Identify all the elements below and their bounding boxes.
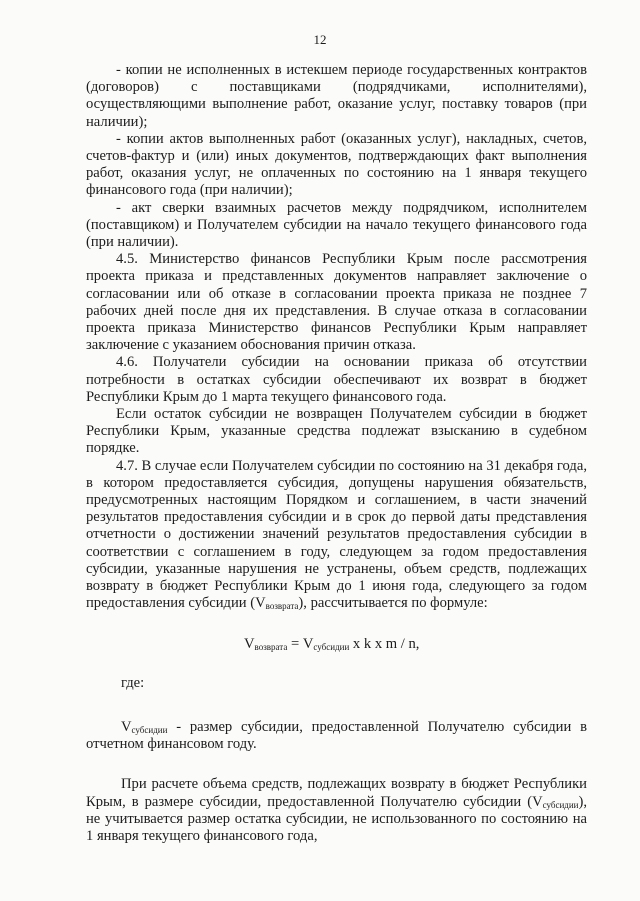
formula	[86, 636, 587, 653]
list-item-acts: - копии актов выполненных работ (оказанных услуг), накладных, счетов, счетов-фактур и (или) иных документов, подтверждающих факт выполнения работ, оказания услуг, не оплаченных по состоянию на 1 января текущего финансового года (при наличии);	[86, 130, 587, 199]
formula-rest: x k x m / n,	[349, 635, 420, 652]
definition-sub: субсидии	[131, 724, 168, 735]
paragraph-calculation-before: При расчете объема средств, подлежащих возврату в бюджет Республики Крым, в размере субсидии, предоставленной Получателю субсидии (V	[86, 776, 587, 810]
document-body	[86, 62, 587, 845]
paragraph-recovery: Если остаток субсидии не возвращен Получателем субсидии в бюджет Республики Крым, указанные средства подлежат взысканию в судебном порядке.	[86, 406, 587, 457]
definition-v: V	[121, 718, 132, 735]
paragraph-calculation-after: ), не учитывается размер остатка субсидии, не использованного по состоянию на 1 января текущего финансового года,	[86, 793, 587, 844]
paragraph-4-7	[86, 458, 587, 613]
paragraph-calculation	[86, 776, 587, 845]
definition-subsidy	[86, 719, 587, 753]
formula-sub-return: возврата	[254, 641, 288, 652]
formula-v: V	[244, 635, 255, 652]
paragraph-calculation-sub: субсидии	[542, 799, 579, 810]
paragraph-4-6: 4.6. Получатели субсидии на основании приказа об отсутствии потребности в остатках субсидии обеспечивают их возврат в бюджет Республики Крым до 1 марта текущего финансового года.	[86, 354, 587, 405]
list-item-contracts: - копии не исполненных в истекшем периоде государственных контрактов (договоров) с поставщиками (подрядчиками, исполнителями), осуществляющими выполнение работ, оказание услуг, поставку товаров (при наличии);	[86, 62, 587, 130]
paragraph-4-7-text: 4.7. В случае если Получателем субсидии по состоянию на 31 декабря года, в котором предоставляется субсидия, допущены нарушения обязательств, предусмотренных настоящим Порядком и соглашением, в части значений результатов предоставления субсидии и в срок до первой даты представления отчетности о достижении значений результатов предоставления субсидии в соответствии с соглашением в году, следующем за годом предоставления субсидии, указанные нарушения не устранены, объем средств, подлежащих возврату в бюджет Республики Крым до 1 июня года, следующего за годом предоставления субсидии (V	[86, 457, 587, 612]
paragraph-4-7-tail: ), рассчитывается по формуле:	[298, 595, 488, 612]
formula-sub-subsidy: субсидии	[313, 641, 350, 652]
definition-text: - размер субсидии, предоставленной Получателю субсидии в отчетном финансовом году.	[86, 718, 587, 753]
page-number: 12	[313, 32, 327, 47]
where-label: где:	[121, 674, 145, 691]
paragraph-4-5: 4.5. Министерство финансов Республики Крым после рассмотрения проекта приказа и представленных документов направляет заключение о согласовании или об отказе в согласовании проекта приказа не позднее 7 рабочих дней после дня их представления. В случае отказа в согласовании проекта приказа Министерство финансов Республики Крым направляет заключение с указанием обоснования причин отказа.	[86, 251, 587, 354]
formula-equals: = V	[287, 635, 314, 652]
subscript-return: возврата	[265, 601, 299, 612]
list-item-reconciliation: - акт сверки взаимных расчетов между подрядчиком, исполнителем (поставщиком) и Получателем субсидии на начало текущего финансового года (при наличии).	[86, 199, 587, 251]
